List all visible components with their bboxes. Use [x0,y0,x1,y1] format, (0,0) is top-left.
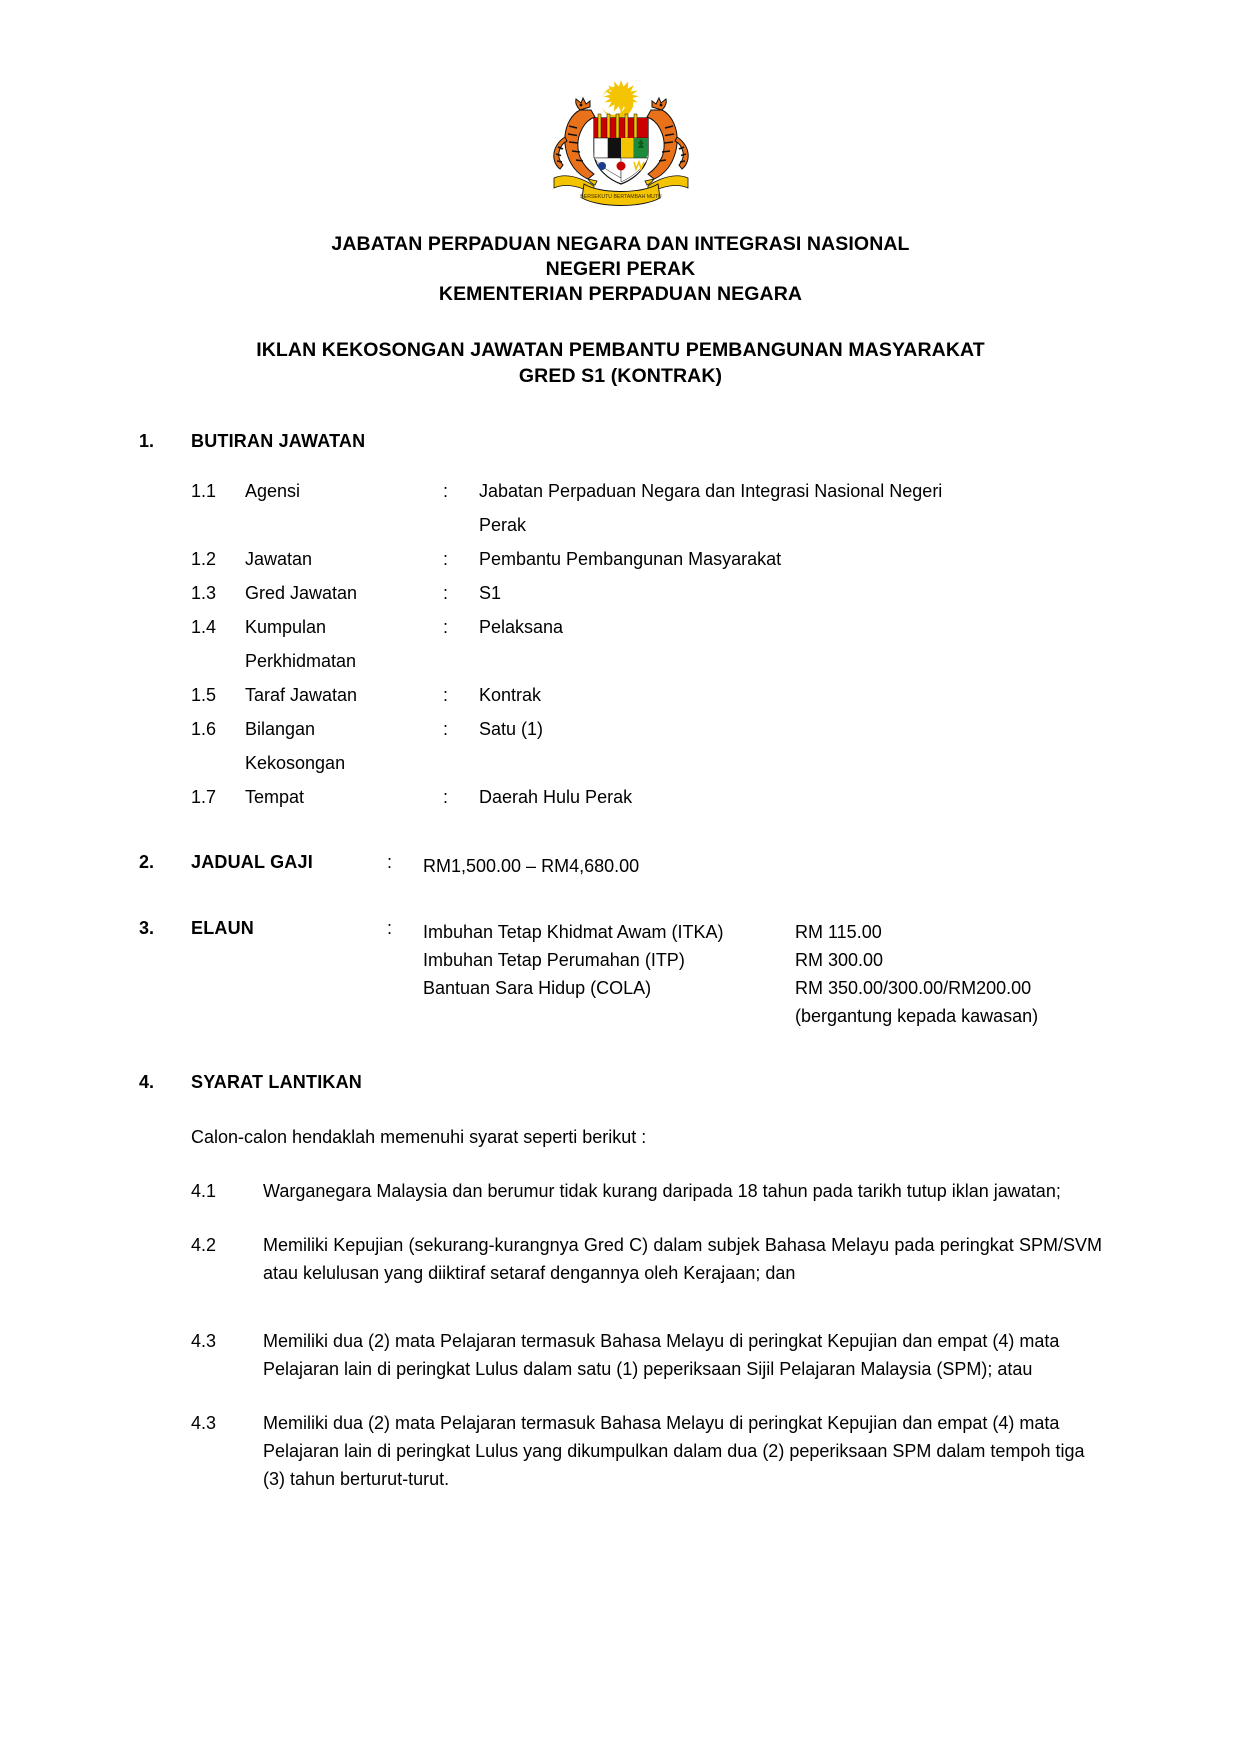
spacer-number [191,508,245,542]
table-row [423,974,1038,1002]
section-number: 1. [139,431,155,451]
detail-value: Jabatan Perpaduan Negara dan Integrasi Nasional Negeri [479,481,943,501]
detail-label-continuation: Perkhidmatan [245,651,357,671]
detail-colon: : [443,617,449,637]
detail-row-kumpulan-label-continuation [191,644,1102,678]
detail-number: 1.7 [191,787,217,807]
allowance-name: Imbuhan Tetap Khidmat Awam (ITKA) [423,922,724,942]
detail-colon: : [443,719,449,739]
ad-title-line-1: IKLAN KEKOSONGAN JAWATAN PEMBANTU PEMBANGUNAN MASYARAKAT [256,339,985,361]
clause-number: 4.3 [191,1413,217,1433]
section-colon: : [387,918,393,938]
table-row [423,1002,1038,1030]
allowance-block [423,918,1102,1030]
document-body [0,431,1241,1493]
detail-row-taraf-jawatan [191,678,1102,712]
syarat-lead-text: Calon-calon hendaklah memenuhi syarat seperti berikut : [191,1127,647,1147]
detail-label: Agensi [245,481,301,501]
allowance-note: (bergantung kepada kawasan) [795,1006,1039,1026]
detail-number: 1.1 [191,481,217,501]
org-line-1: JABATAN PERPADUAN NEGARA DAN INTEGRASI NASIONAL [331,233,910,255]
clause-4-2 [139,1231,1102,1287]
detail-number: 1.3 [191,583,217,603]
detail-number: 1.2 [191,549,217,569]
clause-number: 4.1 [191,1181,217,1201]
detail-colon: : [443,549,449,569]
clause-number: 4.2 [191,1235,217,1255]
allowance-name: Imbuhan Tetap Perumahan (ITP) [423,950,685,970]
table-row [423,946,1038,974]
detail-label: Gred Jawatan [245,583,358,603]
advertisement-title [0,337,1241,389]
clause-number: 4.3 [191,1331,217,1351]
crest-container [0,0,1241,210]
detail-value-continuation: Perak [479,515,527,535]
detail-row-kumpulan-perkhidmatan [191,610,1102,644]
detail-colon: : [443,583,449,603]
org-line-3: KEMENTERIAN PERPADUAN NEGARA [438,283,803,305]
allowance-table [423,918,1038,1030]
spacer-colon [443,508,479,542]
detail-value: S1 [479,583,502,603]
detail-row-tempat [191,780,1102,814]
detail-row-jawatan [191,542,1102,576]
section-number: 3. [139,918,155,938]
table-row [423,918,1038,946]
clause-text: Memiliki Kepujian (sekurang-kurangnya Gred C) dalam subjek Bahasa Melayu pada peringkat SPM/SVM atau kelulusan yang diiktiraf setaraf dengannya oleh Kerajaan; dan [263,1235,1102,1283]
detail-value: Daerah Hulu Perak [479,787,633,807]
detail-number: 1.5 [191,685,217,705]
detail-colon: : [443,787,449,807]
crest-motto: BERSEKUTU BERTAMBAH MUTU [579,194,662,200]
spacer-number [191,644,245,678]
clause-4-3-b [139,1409,1102,1493]
section-elaun [139,918,1102,1030]
detail-label: Bilangan [245,719,316,739]
allowance-amount: RM 350.00/300.00/RM200.00 [795,978,1032,998]
detail-colon: : [443,685,449,705]
clause-text: Memiliki dua (2) mata Pelajaran termasuk Bahasa Melayu di peringkat Kepujian dan empat (4) mata Pelajaran lain di peringkat Lulus yang dikumpulkan dalam dua (2) peperiksaan SPM dalam tempoh tiga (3) tahun berturut-turut. [263,1413,1085,1489]
section-title: BUTIRAN JAWATAN [191,431,366,451]
organisation-heading [0,232,1241,307]
allowance-name: Bantuan Sara Hidup (COLA) [423,978,652,998]
spacer-number [191,746,245,780]
clause-text: Warganegara Malaysia dan berumur tidak kurang daripada 18 tahun pada tarikh tutup iklan jawatan; [263,1181,1061,1201]
allowance-amount: RM 300.00 [795,950,884,970]
clause-4-1 [139,1177,1102,1205]
detail-row-bilangan-kekosongan [191,712,1102,746]
salary-range-value: RM1,500.00 – RM4,680.00 [423,856,640,876]
section-number: 2. [139,852,155,872]
section-butiran-jawatan-heading [139,431,1102,452]
ad-title-line-2: GRED S1 (KONTRAK) [518,365,723,387]
detail-value: Satu (1) [479,719,544,739]
detail-row-bilangan-label-continuation [191,746,1102,780]
detail-value: Pembantu Pembangunan Masyarakat [479,549,782,569]
spacer-label [245,508,443,542]
allowance-amount: RM 115.00 [795,922,882,942]
detail-colon: : [443,481,449,501]
detail-row-agensi-continuation [191,508,1102,542]
section-jadual-gaji [139,852,1102,880]
detail-value: Pelaksana [479,617,564,637]
detail-value: Kontrak [479,685,542,705]
section-title: ELAUN [191,918,254,938]
job-details-list [139,474,1102,814]
detail-label: Jawatan [245,549,313,569]
clause-4-3-a [139,1327,1102,1383]
allowance-note-spacer [423,1002,795,1030]
detail-label: Kumpulan [245,617,327,637]
detail-label-continuation: Kekosongan [245,753,346,773]
detail-number: 1.6 [191,719,217,739]
section-colon: : [387,852,393,872]
section-number: 4. [139,1072,155,1092]
section-syarat-lantikan-heading [139,1072,1102,1093]
section-title: JADUAL GAJI [191,852,313,872]
detail-number: 1.4 [191,617,217,637]
detail-row-agensi [191,474,1102,508]
section-title: SYARAT LANTIKAN [191,1072,363,1092]
malaysian-coat-of-arms-icon [528,74,714,210]
clause-text: Memiliki dua (2) mata Pelajaran termasuk Bahasa Melayu di peringkat Kepujian dan empat (4) mata Pelajaran lain di peringkat Lulus dalam satu (1) peperiksaan Sijil Pelajaran Malaysia (SPM); atau [263,1331,1060,1379]
detail-label: Taraf Jawatan [245,685,358,705]
detail-label: Tempat [245,787,305,807]
detail-row-gred-jawatan [191,576,1102,610]
org-line-2: NEGERI PERAK [545,258,696,280]
